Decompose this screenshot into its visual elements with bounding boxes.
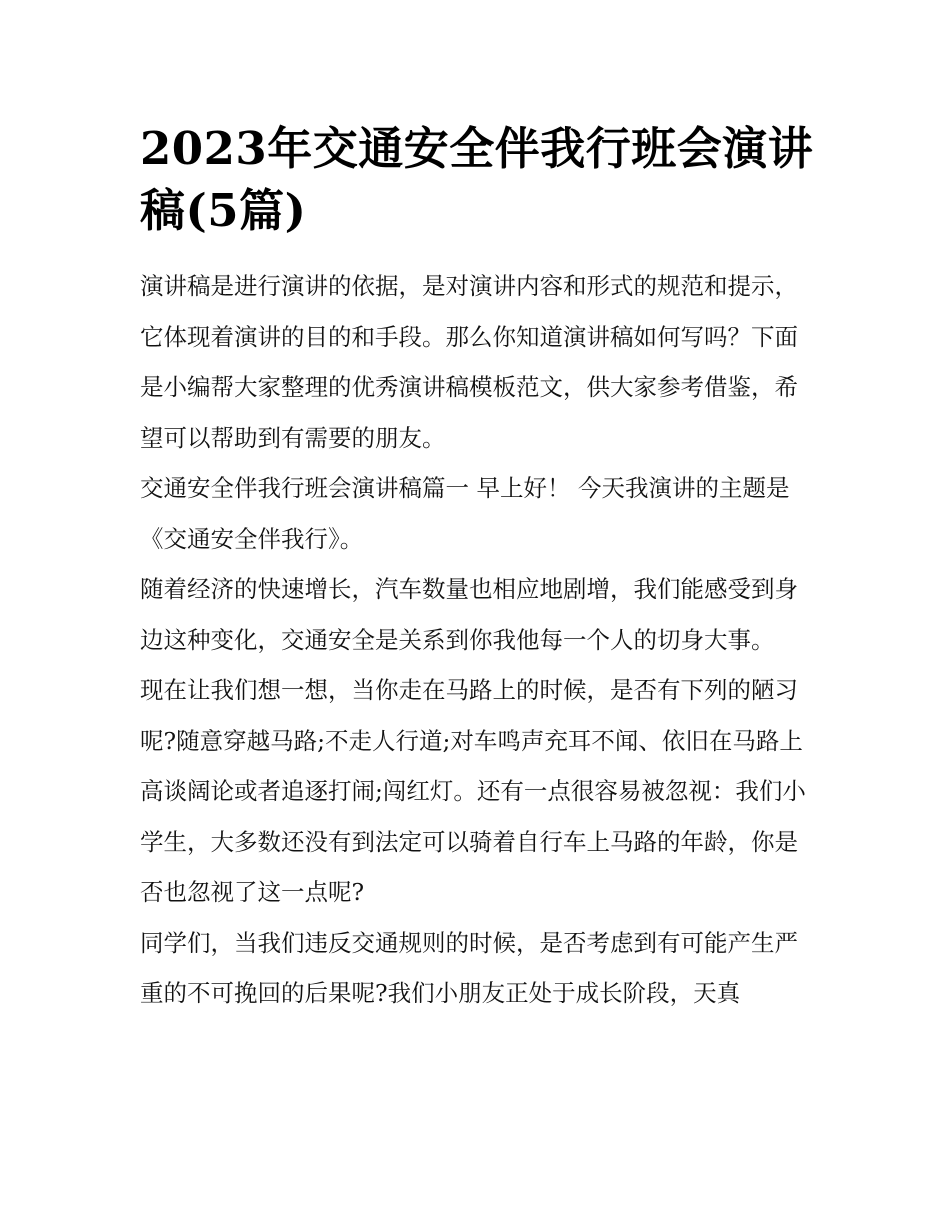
paragraph-opening: 交通安全伴我行班会演讲稿篇一 早上好！ 今天我演讲的主题是《交通安全伴我行》。 [140,474,790,553]
paragraph-habits: 现在让我们想一想，当你走在马路上的时候，是否有下列的陋习呢?随意穿越马路;不走人行道;对车鸣声充耳不闻、依旧在马路上高谈阔论或者追逐打闹;闯红灯。还有一点很容易被忽视：我们小学生，大多数还没有到法定可以骑着自行车上马路的年龄，你是否也忽视了这一点呢? [140,676,806,906]
paragraph-growth: 随着经济的快速增长，汽车数量也相应地剧增，我们能感受到身边这种变化，交通安全是关系到你我他每一个人的切身大事。 [140,575,798,654]
document-title: 2023年交通安全伴我行班会演讲稿(5篇) [140,122,814,237]
paragraph-consequences: 同学们，当我们违反交通规则的时候，是否考虑到有可能产生严重的不可挽回的后果呢?我们小朋友正处于成长阶段，天真 [140,928,798,1007]
document-content [140,118,815,1019]
document-body [140,261,815,1019]
paragraph-intro: 演讲稿是进行演讲的依据，是对演讲内容和形式的规范和提示，它体现着演讲的目的和手段。那么你知道演讲稿如何写吗？下面是小编帮大家整理的优秀演讲稿模板范文，供大家参考借鉴，希望可以帮助到有需要的朋友。 [140,272,798,452]
